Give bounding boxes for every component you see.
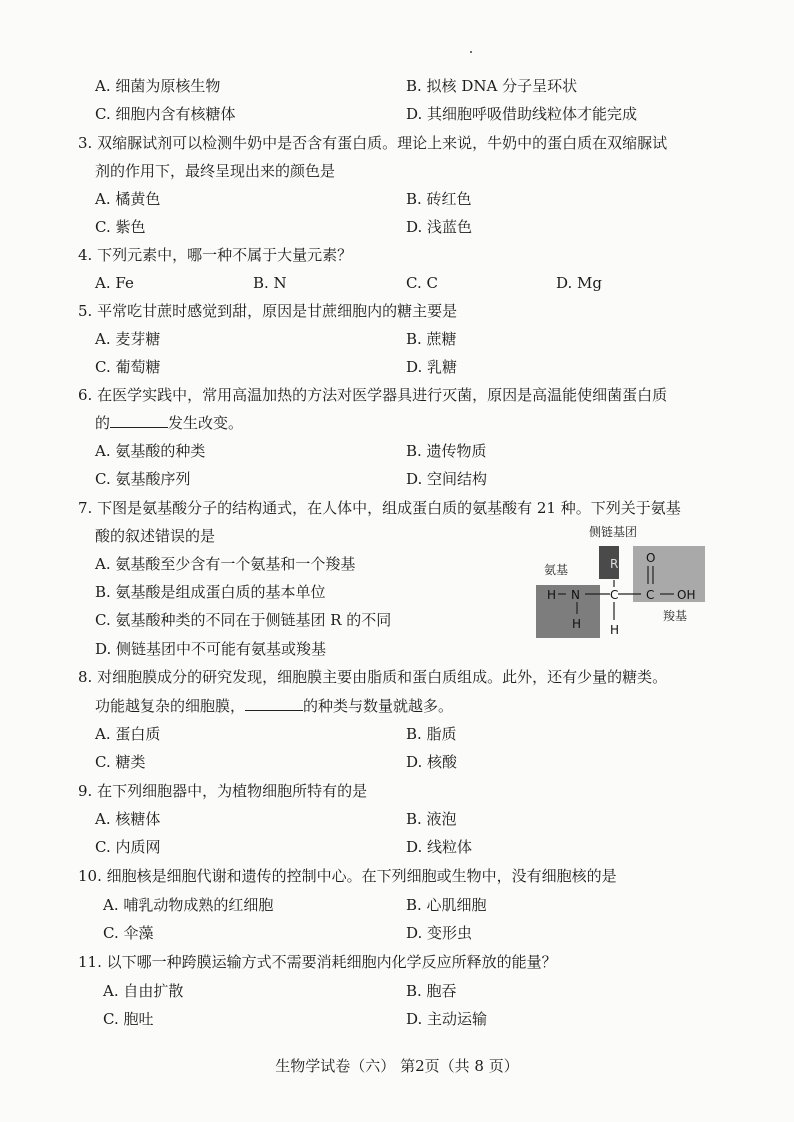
q4-option-a: A. Fe — [95, 274, 134, 292]
q8-stem-line1: 8. 对细胞膜成分的研究发现，细胞膜主要由脂质和蛋白质组成。此外，还有少量的糖类。 — [78, 668, 668, 686]
atom-c-carboxyl: C — [646, 588, 655, 602]
q6-answer-blank — [110, 413, 168, 428]
q7-stem-line1: 7. 下图是氨基酸分子的结构通式，在人体中，组成蛋白质的氨基酸有 21 种。下列关于氨基 — [78, 499, 681, 517]
amino-group-shading — [536, 585, 600, 638]
q4-option-d: D. Mg — [556, 274, 602, 292]
q11-stem: 11. 以下哪一种跨膜运输方式不需要消耗细胞内化学反应所释放的能量？ — [78, 953, 557, 971]
q2-option-b: B. 拟核 DNA 分子呈环状 — [406, 77, 578, 95]
carboxyl-group-label: 羧基 — [663, 609, 688, 623]
q7-option-b: B. 氨基酸是组成蛋白质的基本单位 — [95, 583, 326, 601]
amino-group-label: 氨基 — [544, 563, 569, 577]
q5-option-a: A. 麦芽糖 — [95, 330, 161, 348]
q7-option-c: C. 氨基酸种类的不同在于侧链基团 R 的不同 — [95, 611, 392, 629]
atom-r: R — [610, 557, 619, 571]
q4-option-c: C. C — [406, 274, 438, 292]
q10-option-c: C. 伞藻 — [103, 924, 154, 942]
q5-option-b: B. 蔗糖 — [406, 330, 457, 348]
q6-stem-post: 发生改变。 — [168, 414, 244, 432]
group-oh: OH — [677, 588, 696, 602]
q3-stem-line1: 3. 双缩脲试剂可以检测牛奶中是否含有蛋白质。理论上来说，牛奶中的蛋白质在双缩脲试 — [78, 134, 668, 152]
q8-answer-blank — [245, 696, 303, 711]
q5-option-c: C. 葡萄糖 — [95, 358, 161, 376]
q6-option-b: B. 遗传物质 — [406, 442, 487, 460]
atom-o-top: O — [646, 551, 656, 565]
atom-n: N — [571, 588, 580, 602]
q3-stem-line2: 剂的作用下，最终呈现出来的颜色是 — [95, 162, 336, 180]
q10-option-b: B. 心肌细胞 — [406, 896, 487, 914]
q10-option-a: A. 哺乳动物成熟的红细胞 — [103, 896, 274, 914]
q11-option-b: B. 胞吞 — [406, 982, 457, 1000]
atom-h-left: H — [547, 588, 557, 602]
amino-acid-structure-diagram — [536, 524, 712, 642]
q8-option-a: A. 蛋白质 — [95, 725, 161, 743]
atom-h-bottom: H — [610, 623, 620, 637]
page-footer: 生物学试卷（六） 第2页（共 8 页） — [275, 1057, 519, 1075]
q5-stem: 5. 平常吃甘蔗时感觉到甜，原因是甘蔗细胞内的糖主要是 — [78, 302, 458, 320]
q6-stem-pre: 的 — [95, 414, 111, 432]
atom-c-alpha: C — [610, 588, 619, 602]
q11-option-c: C. 胞吐 — [103, 1010, 154, 1028]
q8-option-d: D. 核酸 — [406, 753, 458, 771]
q4-stem: 4. 下列元素中，哪一种不属于大量元素？ — [78, 246, 353, 264]
q6-stem-line2 — [95, 413, 243, 433]
q9-option-d: D. 线粒体 — [406, 838, 473, 856]
q3-option-a: A. 橘黄色 — [95, 190, 161, 208]
q11-option-d: D. 主动运输 — [406, 1010, 488, 1028]
q2-option-c: C. 细胞内含有核糖体 — [95, 105, 236, 123]
q8-option-c: C. 糖类 — [95, 753, 146, 771]
q2-option-d: D. 其细胞呼吸借助线粒体才能完成 — [406, 105, 638, 123]
q3-option-d: D. 浅蓝色 — [406, 218, 473, 236]
scan-dot — [470, 51, 472, 53]
q9-option-b: B. 液泡 — [406, 810, 457, 828]
q9-option-c: C. 内质网 — [95, 838, 161, 856]
q8-stem-post: 的种类与数量就越多。 — [303, 697, 454, 715]
q3-option-b: B. 砖红色 — [406, 190, 472, 208]
q9-stem: 9. 在下列细胞器中，为植物细胞所特有的是 — [78, 782, 368, 800]
q2-option-a: A. 细菌为原核生物 — [95, 77, 221, 95]
q5-option-d: D. 乳糖 — [406, 358, 458, 376]
q11-option-a: A. 自由扩散 — [103, 982, 184, 1000]
q7-option-d: D. 侧链基团中不可能有氨基或羧基 — [95, 640, 327, 658]
q6-stem-line1: 6. 在医学实践中，常用高温加热的方法对医学器具进行灭菌，原因是高温能使细菌蛋白质 — [78, 386, 668, 404]
q6-option-d: D. 空间结构 — [406, 470, 488, 488]
atom-h-under-n: H — [572, 617, 582, 631]
q10-stem: 10. 细胞核是细胞代谢和遗传的控制中心。在下列细胞或生物中，没有细胞核的是 — [78, 867, 617, 885]
q7-option-a: A. 氨基酸至少含有一个氨基和一个羧基 — [95, 555, 356, 573]
q8-stem-pre: 功能越复杂的细胞膜， — [95, 697, 246, 715]
q7-stem-line2: 酸的叙述错误的是 — [95, 527, 216, 545]
side-chain-label: 侧链基团 — [589, 525, 638, 539]
q4-option-b: B. N — [253, 274, 287, 292]
q9-option-a: A. 核糖体 — [95, 810, 161, 828]
q8-option-b: B. 脂质 — [406, 725, 457, 743]
q6-option-c: C. 氨基酸序列 — [95, 470, 191, 488]
q6-option-a: A. 氨基酸的种类 — [95, 442, 206, 460]
q3-option-c: C. 紫色 — [95, 218, 146, 236]
q10-option-d: D. 变形虫 — [406, 924, 473, 942]
q8-stem-line2 — [95, 696, 453, 716]
